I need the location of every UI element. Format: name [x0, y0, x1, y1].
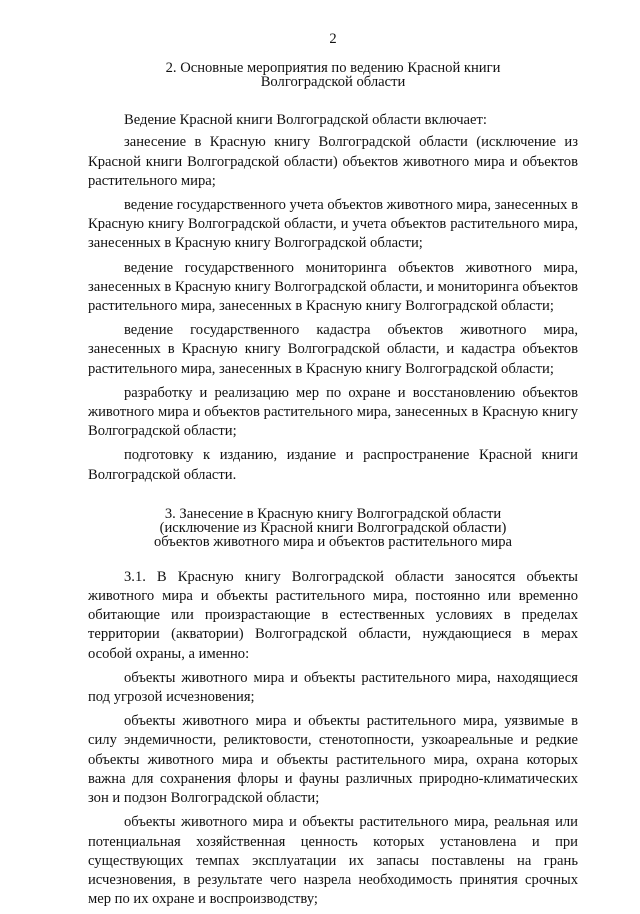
section-2-body	[88, 111, 578, 485]
section-3-heading-line: 3. Занесение в Красную книгу Волгоградской области	[164, 505, 502, 522]
page-number: 2	[329, 31, 337, 47]
paragraph: ведение государственного мониторинга объектов животного мира, занесенных в Красную книгу Волгоградской области, и мониторинга объектов растительного мира, занесенных в Красную книгу Волгоградской области;	[88, 259, 578, 315]
paragraph: объекты животного мира и объекты растительного мира, находящиеся под угрозой исчезновения;	[88, 669, 578, 706]
section-3-heading-line: объектов животного мира и объектов растительного мира	[153, 533, 513, 550]
section-2-heading-line: 2. Основные мероприятия по ведению Красной книги	[165, 60, 501, 77]
section-3-body	[88, 568, 578, 909]
paragraph: разработку и реализацию мер по охране и восстановлению объектов животного мира и объектов растительного мира, занесенных в Красную книгу Волгоградской области;	[88, 384, 578, 440]
document-page	[88, 30, 578, 914]
section-2-heading-line: Волгоградской области	[260, 74, 406, 91]
paragraph: 3.1. В Красную книгу Волгоградской области заносятся объекты животного мира и объекты растительного мира, постоянно или временно обитающие или произрастающие в естественных условиях в пределах территории (акватории) Волгоградской области, нуждающиеся в мерах особой охраны, а именно:	[88, 568, 578, 662]
section-3-heading	[88, 507, 578, 549]
paragraph: Ведение Красной книги Волгоградской области включает:	[124, 112, 487, 129]
section-3-heading-line: (исключение из Красной книги Волгоградской области)	[159, 519, 507, 536]
paragraph: объекты животного мира и объекты растительного мира, реальная или потенциальная хозяйственная ценность которых установлена и при существующих темпах эксплуатации их запасы поставлены на грань исчезновения, в результате чего назрела необходимость принятия срочных мер по их охране и воспроизводству;	[88, 814, 578, 908]
paragraph: занесение в Красную книгу Волгоградской области (исключение из Красной книги Волгоградской области) объектов животного мира и объектов растительного мира;	[88, 134, 578, 189]
paragraph: объекты животного мира и объекты растительного мира, уязвимые в силу эндемичности, реликтовости, стенотопности, узкоареальные и редкие объекты животного мира и объекты растительного мира, охрана которых важна для сохранения флоры и фауны различных природно-климатических зон и подзон Волгоградской области;	[88, 713, 578, 807]
paragraph: ведение государственного учета объектов животного мира, занесенных в Красную книгу Волгоградской области, и учета объектов растительного мира, занесенных в Красную книгу Волгоградской области;	[88, 197, 578, 252]
paragraph: подготовку к изданию, издание и распространение Красной книги Волгоградской области.	[88, 447, 578, 483]
paragraph: ведение государственного кадастра объектов животного мира, занесенных в Красную книгу Волгоградской области, и кадастра объектов растительного мира, занесенных в Красную книгу Волгоградской области;	[88, 322, 578, 377]
section-2-heading	[88, 61, 578, 89]
